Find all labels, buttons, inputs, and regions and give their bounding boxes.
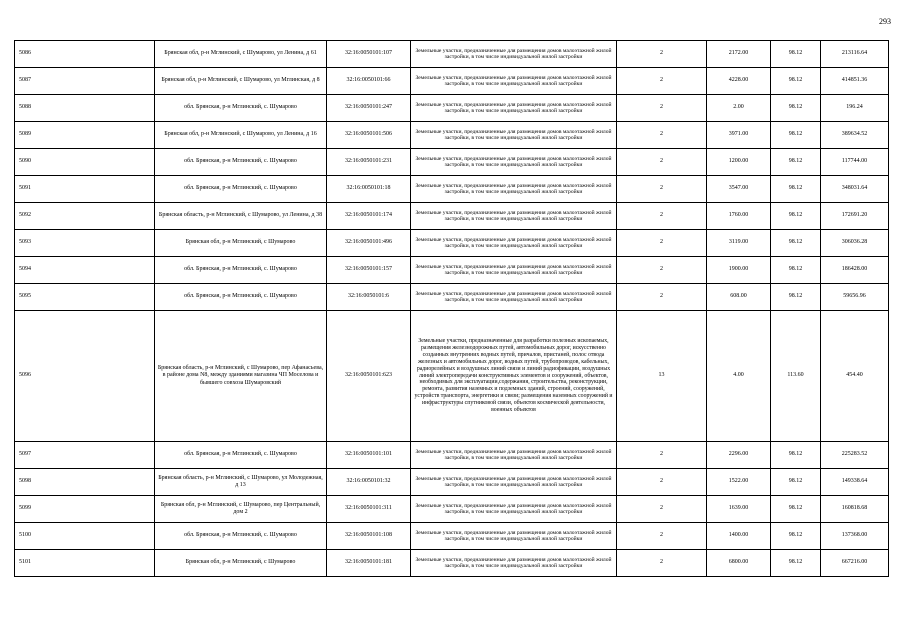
area-cell: 6800.00 xyxy=(707,550,771,577)
rate-cell: 98.12 xyxy=(771,95,821,122)
cadastral-number-cell: 32:16:0050101:6 xyxy=(327,284,411,311)
land-use-cell: Земельные участки, предназначенные для размещения домов малоэтажной жилой застройки, в том числе индивидуальной жилой застройки xyxy=(411,442,617,469)
area-cell: 2.00 xyxy=(707,95,771,122)
address-cell: обл. Брянская, р-н Мглинский, с. Шумарово xyxy=(155,176,327,203)
row-number: 5099 xyxy=(15,496,155,523)
land-use-cell: Земельные участки, предназначенные для разработки полезных ископаемых, размещения железнодорожных путей, автомобильных дорог, искусственно созданных внутренних водных путей, причалов, пристаней, полос отвода железных и автомобильных дорог, водных путей, трубопроводов, кабельных, радиорелейных и воздушных линий связи и линий радиофикации, воздушных линий электропередачи конструктивных элементов и сооружений, объектов, необходимых для эксплуатации,содержания, строительства, реконструкции, ремонта, развития наземных и подземных зданий, строений, сооружений, устройств транспорта, энергетики и связи; размещения наземных сооружений и инфраструктуры спутниковой связи, объектов космической деятельности, военных объектов xyxy=(411,311,617,442)
cadastral-value-cell: 59656.96 xyxy=(821,284,889,311)
group-cell: 2 xyxy=(617,523,707,550)
group-cell: 2 xyxy=(617,95,707,122)
rate-cell: 98.12 xyxy=(771,176,821,203)
cadastral-value-cell: 172691.20 xyxy=(821,203,889,230)
row-number: 5095 xyxy=(15,284,155,311)
address-cell: обл. Брянская, р-н Мглинский, с. Шумарово xyxy=(155,149,327,176)
group-cell: 2 xyxy=(617,203,707,230)
address-cell: обл. Брянская, р-н Мглинский, с. Шумарово xyxy=(155,95,327,122)
group-cell: 2 xyxy=(617,122,707,149)
group-cell: 2 xyxy=(617,442,707,469)
group-cell: 2 xyxy=(617,469,707,496)
cadastral-value-cell: 348031.64 xyxy=(821,176,889,203)
cadastral-value-cell: 667216.00 xyxy=(821,550,889,577)
row-number: 5091 xyxy=(15,176,155,203)
rate-cell: 98.12 xyxy=(771,284,821,311)
address-cell: обл. Брянская, р-н Мглинский, с. Шумарово xyxy=(155,442,327,469)
rate-cell: 113.60 xyxy=(771,311,821,442)
address-cell: Брянская область, р-н Мглинский, с Шумарово, пер Афанасьева, в районе дома N8, между зданиями магазина ЧП Моселова и бывшего совхоза Шумаровский xyxy=(155,311,327,442)
cadastral-number-cell: 32:16:0050101:66 xyxy=(327,68,411,95)
group-cell: 2 xyxy=(617,284,707,311)
cadastral-value-cell: 306036.28 xyxy=(821,230,889,257)
rate-cell: 98.12 xyxy=(771,122,821,149)
rate-cell: 98.12 xyxy=(771,68,821,95)
table-row xyxy=(15,469,889,496)
group-cell: 2 xyxy=(617,176,707,203)
address-cell: Брянская область, р-н Мглинский, с Шумарово, ул Молодежная, д 13 xyxy=(155,469,327,496)
rate-cell: 98.12 xyxy=(771,442,821,469)
cadastral-value-cell: 137368.00 xyxy=(821,523,889,550)
rate-cell: 98.12 xyxy=(771,257,821,284)
rate-cell: 98.12 xyxy=(771,523,821,550)
cadastral-number-cell: 32:16:0050101:18 xyxy=(327,176,411,203)
row-number: 5094 xyxy=(15,257,155,284)
table-row xyxy=(15,122,889,149)
land-use-cell: Земельные участки, предназначенные для размещения домов малоэтажной жилой застройки, в том числе индивидуальной жилой застройки xyxy=(411,68,617,95)
address-cell: Брянская обл, р-н Мглинский, с Шумарово, ул Мглинская, д 8 xyxy=(155,68,327,95)
table-row xyxy=(15,149,889,176)
area-cell: 3971.00 xyxy=(707,122,771,149)
table-row xyxy=(15,496,889,523)
row-number: 5090 xyxy=(15,149,155,176)
cadastral-number-cell: 32:16:0050101:174 xyxy=(327,203,411,230)
row-number: 5097 xyxy=(15,442,155,469)
cadastral-value-cell: 213116.64 xyxy=(821,41,889,68)
rate-cell: 98.12 xyxy=(771,550,821,577)
land-use-cell: Земельные участки, предназначенные для размещения домов малоэтажной жилой застройки, в том числе индивидуальной жилой застройки xyxy=(411,550,617,577)
group-cell: 2 xyxy=(617,230,707,257)
area-cell: 4.00 xyxy=(707,311,771,442)
area-cell: 1760.00 xyxy=(707,203,771,230)
cadastral-number-cell: 32:16:0050101:101 xyxy=(327,442,411,469)
area-cell: 608.00 xyxy=(707,284,771,311)
row-number: 5093 xyxy=(15,230,155,257)
cadastral-number-cell: 32:16:0050101:107 xyxy=(327,41,411,68)
area-cell: 3547.00 xyxy=(707,176,771,203)
group-cell: 2 xyxy=(617,496,707,523)
cadastral-value-table xyxy=(14,40,889,577)
rate-cell: 98.12 xyxy=(771,41,821,68)
cadastral-number-cell: 32:16:0050101:496 xyxy=(327,230,411,257)
row-number: 5092 xyxy=(15,203,155,230)
cadastral-number-cell: 32:16:0050101:311 xyxy=(327,496,411,523)
group-cell: 2 xyxy=(617,149,707,176)
address-cell: Брянская обл, р-н Мглинский, с Шумарово xyxy=(155,550,327,577)
page-number: 293 xyxy=(879,17,891,26)
cadastral-number-cell: 32:16:0050101:231 xyxy=(327,149,411,176)
rate-cell: 98.12 xyxy=(771,469,821,496)
area-cell: 1522.00 xyxy=(707,469,771,496)
table-row xyxy=(15,203,889,230)
cadastral-value-cell: 414851.36 xyxy=(821,68,889,95)
table-row xyxy=(15,523,889,550)
area-cell: 1200.00 xyxy=(707,149,771,176)
row-number: 5087 xyxy=(15,68,155,95)
area-cell: 4228.00 xyxy=(707,68,771,95)
group-cell: 2 xyxy=(617,257,707,284)
cadastral-value-cell: 186428.00 xyxy=(821,257,889,284)
address-cell: Брянская обл, р-н Мглинский, с Шумарово xyxy=(155,230,327,257)
rate-cell: 98.12 xyxy=(771,203,821,230)
rate-cell: 98.12 xyxy=(771,149,821,176)
group-cell: 2 xyxy=(617,41,707,68)
table-row xyxy=(15,284,889,311)
cadastral-number-cell: 32:16:0050101:623 xyxy=(327,311,411,442)
cadastral-number-cell: 32:16:0050101:181 xyxy=(327,550,411,577)
area-cell: 3119.00 xyxy=(707,230,771,257)
area-cell: 2172.00 xyxy=(707,41,771,68)
table-row xyxy=(15,176,889,203)
cadastral-number-cell: 32:16:0050101:108 xyxy=(327,523,411,550)
table-row xyxy=(15,230,889,257)
table-row xyxy=(15,41,889,68)
area-cell: 2296.00 xyxy=(707,442,771,469)
cadastral-number-cell: 32:16:0050101:506 xyxy=(327,122,411,149)
cadastral-value-cell: 149338.64 xyxy=(821,469,889,496)
cadastral-value-cell: 454.40 xyxy=(821,311,889,442)
table-row xyxy=(15,68,889,95)
land-use-cell: Земельные участки, предназначенные для размещения домов малоэтажной жилой застройки, в том числе индивидуальной жилой застройки xyxy=(411,496,617,523)
table-row xyxy=(15,442,889,469)
row-number: 5101 xyxy=(15,550,155,577)
area-cell: 1639.00 xyxy=(707,496,771,523)
rate-cell: 98.12 xyxy=(771,230,821,257)
cadastral-number-cell: 32:16:0050101:32 xyxy=(327,469,411,496)
address-cell: обл. Брянская, р-н Мглинский, с. Шумарово xyxy=(155,284,327,311)
table-row xyxy=(15,257,889,284)
group-cell: 2 xyxy=(617,68,707,95)
row-number: 5096 xyxy=(15,311,155,442)
area-cell: 1900.00 xyxy=(707,257,771,284)
address-cell: обл. Брянская, р-н Мглинский, с. Шумарово xyxy=(155,257,327,284)
cadastral-value-cell: 389634.52 xyxy=(821,122,889,149)
address-cell: Брянская обл, р-н Мглинский, с Шумарово, ул Ленина, д 61 xyxy=(155,41,327,68)
table-row xyxy=(15,550,889,577)
row-number: 5086 xyxy=(15,41,155,68)
area-cell: 1400.00 xyxy=(707,523,771,550)
land-use-cell: Земельные участки, предназначенные для размещения домов малоэтажной жилой застройки, в том числе индивидуальной жилой застройки xyxy=(411,122,617,149)
address-cell: обл. Брянская, р-н Мглинский, с. Шумарово xyxy=(155,523,327,550)
row-number: 5088 xyxy=(15,95,155,122)
address-cell: Брянская обл, р-н Мглинский, с Шумарово, пер Центральный, дом 2 xyxy=(155,496,327,523)
address-cell: Брянская обл, р-н Мглинский, с Шумарово, ул Ленина, д 16 xyxy=(155,122,327,149)
cadastral-number-cell: 32:16:0050101:247 xyxy=(327,95,411,122)
cadastral-value-cell: 117744.00 xyxy=(821,149,889,176)
land-use-cell: Земельные участки, предназначенные для размещения домов малоэтажной жилой застройки, в том числе индивидуальной жилой застройки xyxy=(411,41,617,68)
address-cell: Брянская область, р-н Мглинский, с Шумарово, ул Ленина, д 38 xyxy=(155,203,327,230)
row-number: 5098 xyxy=(15,469,155,496)
land-use-cell: Земельные участки, предназначенные для размещения домов малоэтажной жилой застройки, в том числе индивидуальной жилой застройки xyxy=(411,230,617,257)
cadastral-value-cell: 160818.68 xyxy=(821,496,889,523)
group-cell: 2 xyxy=(617,550,707,577)
land-use-cell: Земельные участки, предназначенные для размещения домов малоэтажной жилой застройки, в том числе индивидуальной жилой застройки xyxy=(411,469,617,496)
cadastral-value-cell: 196.24 xyxy=(821,95,889,122)
table-row xyxy=(15,311,889,442)
cadastral-value-cell: 225283.52 xyxy=(821,442,889,469)
land-use-cell: Земельные участки, предназначенные для размещения домов малоэтажной жилой застройки, в том числе индивидуальной жилой застройки xyxy=(411,176,617,203)
land-use-cell: Земельные участки, предназначенные для размещения домов малоэтажной жилой застройки, в том числе индивидуальной жилой застройки xyxy=(411,257,617,284)
land-use-cell: Земельные участки, предназначенные для размещения домов малоэтажной жилой застройки, в том числе индивидуальной жилой застройки xyxy=(411,203,617,230)
rate-cell: 98.12 xyxy=(771,496,821,523)
land-use-cell: Земельные участки, предназначенные для размещения домов малоэтажной жилой застройки, в том числе индивидуальной жилой застройки xyxy=(411,284,617,311)
table-body xyxy=(15,41,889,577)
land-use-cell: Земельные участки, предназначенные для размещения домов малоэтажной жилой застройки, в том числе индивидуальной жилой застройки xyxy=(411,523,617,550)
table-row xyxy=(15,95,889,122)
group-cell: 13 xyxy=(617,311,707,442)
row-number: 5089 xyxy=(15,122,155,149)
land-use-cell: Земельные участки, предназначенные для размещения домов малоэтажной жилой застройки, в том числе индивидуальной жилой застройки xyxy=(411,95,617,122)
row-number: 5100 xyxy=(15,523,155,550)
cadastral-number-cell: 32:16:0050101:157 xyxy=(327,257,411,284)
land-use-cell: Земельные участки, предназначенные для размещения домов малоэтажной жилой застройки, в том числе индивидуальной жилой застройки xyxy=(411,149,617,176)
